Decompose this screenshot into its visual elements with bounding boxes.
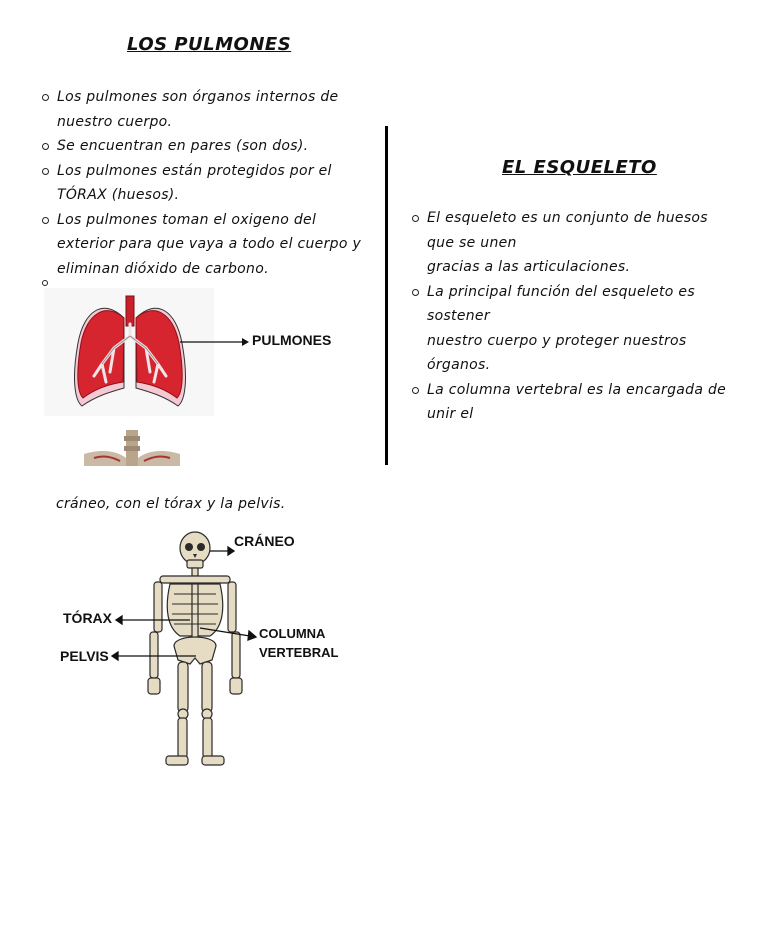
lungs-bullet-list — [42, 85, 374, 281]
skeleton-illustration — [140, 530, 250, 770]
list-item-line: gracias a las articulaciones. — [427, 259, 631, 275]
list-item — [412, 280, 737, 378]
skeleton-bullet-list — [412, 206, 737, 427]
lungs-arrow — [180, 335, 250, 349]
label-columna-line: COLUMNA — [259, 626, 326, 641]
label-torax: TÓRAX — [63, 610, 112, 626]
list-item — [412, 206, 737, 280]
title-los-pulmones: LOS PULMONES — [127, 34, 292, 55]
list-item — [412, 378, 737, 427]
continued-text: cráneo, con el tórax y la pelvis. — [56, 496, 286, 512]
list-item: Los pulmones toman el oxigeno del exterior para que vaya a todo el cuerpo y eliminan dióxido de carbono. — [42, 208, 374, 282]
list-item: Los pulmones son órganos internos de nuestro cuerpo. — [42, 85, 374, 134]
lungs-illustration — [44, 288, 214, 416]
column-divider — [385, 126, 388, 465]
list-item-line: El esqueleto es un conjunto de huesos que se unen — [427, 210, 708, 251]
label-craneo: CRÁNEO — [234, 533, 295, 549]
empty-bullet — [42, 280, 48, 286]
label-columna-line: VERTEBRAL — [259, 645, 339, 660]
label-columna-vertebral — [259, 624, 338, 662]
list-item-line: nuestro cuerpo y proteger nuestros órganos. — [427, 332, 687, 373]
title-el-esqueleto: EL ESQUELETO — [502, 157, 657, 178]
list-item: Los pulmones están protegidos por el TÓRAX (huesos). — [42, 159, 374, 208]
list-item-line: La principal función del esqueleto es sostener — [427, 283, 695, 324]
lungs-label: PULMONES — [252, 332, 332, 348]
spine-image-fragment — [84, 430, 180, 466]
list-item-line: La columna vertebral es la encargada de unir el — [427, 381, 727, 422]
list-item: Se encuentran en pares (son dos). — [42, 134, 374, 159]
label-pelvis: PELVIS — [60, 648, 109, 664]
